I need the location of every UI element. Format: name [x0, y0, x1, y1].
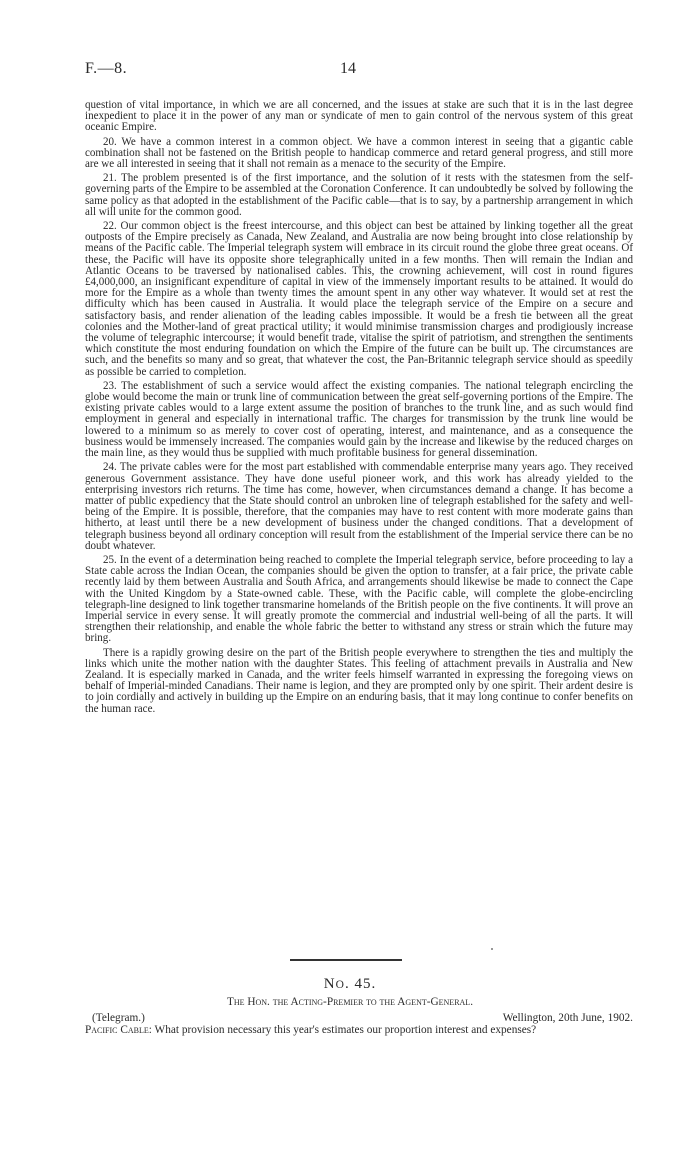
- paragraph-continuation: question of vital importance, in which we are all concerned, and the issues at stake are such that it is in the last degree inexpedient to place it in the power of any man or syndicate of men to gain control of the nervous system of this great oceanic Empire.: [85, 99, 633, 134]
- number-suffix: . 45.: [344, 976, 377, 992]
- body-text: [85, 100, 633, 718]
- paragraph-25: 25. In the event of a determination being reached to complete the Imperial telegraph service, before proceeding to lay a State cable across the Indian Ocean, the companies should be given the option to transfer, at a fair price, the private cable recently laid by them between Australia and South Africa, and arrangements should likewise be made to connect the Cape with the United Kingdom by a State-owned cable. These, with the Pacific cable, will complete the globe-encircling telegraph-line designed to link together transmarine homelands of the British people on the five continents. It will prove an Imperial service in every sense. It will greatly promote the commercial and industrial well-being of all the parts. It will strengthen their relationship, and enable the whole fabric the better to withstand any stress or strain which the future may bring.: [85, 553, 633, 645]
- paragraph-24: 24. The private cables were for the most part established with commendable enterprise many years ago. They received generous Government assistance. They have done useful pioneer work, and this work has already yielded to the enterprising investors rich returns. The time has come, however, when circumstances demand a change. It has become a matter of public expediency that the State should control an unbroken line of telegraph established for the safety and well-being of the Empire. It is possible, therefore, that the companies may have to rest content with more moderate gains than hitherto, at least until there be a new development of business under the changed conditions. That a development of telegraph business beyond all ordinary conception will result from the establishment of the Imperial service there can be no doubt whatever.: [85, 461, 633, 552]
- paragraph-22: 22. Our common object is the freest intercourse, and this object can best be attained by linking together all the great outposts of the Empire precisely as Canada, New Zealand, and Australia are now being brought into close relationship by means of the Pacific cable. The Imperial telegraph system will embrace in its circuit round the globe three great oceans. Of these, the Pacific will have its opposite shore telegraphically united in a few months. Then will remain the Indian and Atlantic Oceans to be traversed by nationalised cables. This, the crowning achievement, will cost in round figures £4,000,000, an insignificant expenditure of capital in view of the immensely important results to be attained. It would do more for the Empire as a whole than twenty times the amount spent in any other way whatever. It would set at rest the difficulty which has been caused in Australia. It would place the telegraph service of the Empire on a secure and satisfactory basis, and render alienation of the leading cables impossible. It would be a fresh tie between all the great colonies and the Mother-land of great practical utility; it would minimise transmission charges and prodigiously increase the volume of telegraphic intercourse; it would benefit trade, vitalise the spirit of patriotism, and strengthen the sentiments which constitute the most enduring foundation on which the Empire of the future can be built up. The circumstances are such, and the benefits so many and so great, that whatever the cost, the Pan-Britannic telegraph service should as speedily as possible be carried to completion.: [85, 220, 633, 378]
- paragraph-23: 23. The establishment of such a service would affect the existing companies. The national telegraph encircling the globe would become the main or trunk line of communication between the great self-governing portions of the Empire. The existing private cables would to a large extent assume the position of branches to the trunk line, and as such would find employment in general and especially in international traffic. The charges for transmission by the trunk line would be lowered to a minimum so as merely to cover cost of operating, interest, and maintenance, and as a consequence the business would be immensely increased. The companies would gain by the increase and likewise by the reduced charges on the main line, as they would thus be supplied with much profitable business for general dissemination.: [85, 379, 633, 460]
- paragraph-closing: There is a rapidly growing desire on the part of the British people everywhere to strengthen the ties and multiply the links which unite the mother nation with the daughter States. This feeling of attachment prevails in Australia and New Zealand. It is especially marked in Canada, and the writer feels himself warranted in expressing the foregoing views on behalf of Imperial-minded Canadians. Their name is legion, and they are prompted only by one spirit. Their ardent desire is to join cordially and actively in building up the Empire on an enduring basis, that it may long continue to confer benefits on the human race.: [85, 646, 633, 715]
- number-prefix-small: O: [335, 979, 345, 991]
- page-number: 14: [340, 60, 356, 77]
- subject-label: Pacific Cable:: [85, 1024, 152, 1036]
- telegram-type: (Telegram.): [92, 1012, 145, 1024]
- ink-speck: [491, 948, 493, 950]
- place-date: Wellington, 20th June, 1902.: [502, 1012, 633, 1024]
- paragraph-20: 20. We have a common interest in a common object. We have a common interest in seeing that a gigantic cable combination shall not be fastened on the British people to handicap commerce and retard general progress, and still more are we all interested in seeing that it shall not remain as a menace to the security of the Empire.: [85, 135, 633, 171]
- paragraph-21: 21. The problem presented is of the first importance, and the solution of it rests with the statesmen from the self-governing parts of the Empire to be assembled at the Coronation Conference. It can undoubtedly be solved by following the same policy as that adopted in the establishment of the Pacific cable—that is to say, by a partnership arrangement in which all will unite for the common good.: [85, 172, 633, 218]
- section-divider: [290, 959, 402, 961]
- page-header: [85, 60, 633, 84]
- message-text: What provision necessary this year's estimates our proportion interest and expenses?: [154, 1024, 537, 1036]
- sender-recipient: The Hon. the Acting-Premier to the Agent-General.: [226, 996, 474, 1008]
- document-reference: F.—8.: [85, 60, 128, 77]
- document-number: [0, 976, 700, 993]
- number-prefix: N: [323, 976, 336, 992]
- telegram-message: [85, 1024, 633, 1037]
